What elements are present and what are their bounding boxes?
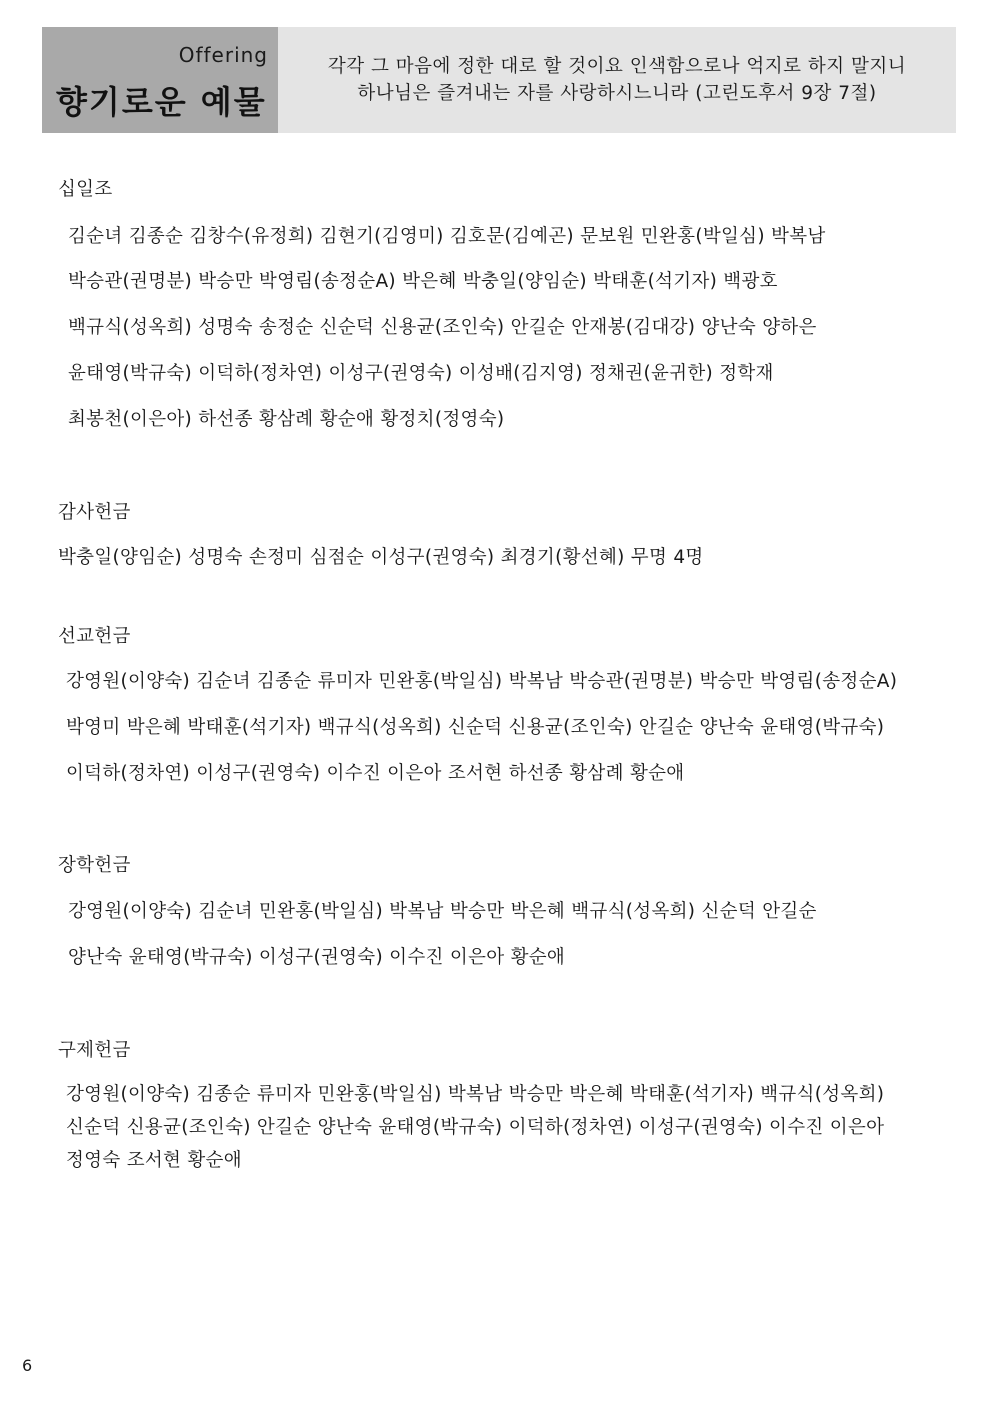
tithe-line: 최봉천(이은아) 하선종 황삼례 황순애 황정치(정영숙) [68,409,505,430]
section-title-relief: 구제헌금 [58,1040,131,1061]
relief-line: 신순덕 신용균(조인숙) 안길순 양난숙 윤태영(박규숙) 이덕하(정차연) 이성구(권영숙) 이수진 이은아 [66,1117,885,1138]
scholarship-line: 강영원(이양숙) 김순녀 민완홍(박일심) 박복남 박승만 박은혜 백규식(성옥희) 신순덕 안길순 [68,901,817,922]
relief-line: 강영원(이양숙) 김종순 류미자 민완홍(박일심) 박복남 박승만 박은혜 박태훈(석기자) 백규식(성옥희) [66,1084,885,1105]
thanksgiving-line: 박충일(양임순) 성명숙 손정미 심점순 이성구(권영숙) 최경기(황선혜) 무명 4명 [58,547,704,568]
mission-line: 이덕하(정차연) 이성구(권영숙) 이수진 이은아 조서현 하선종 황삼례 황순애 [66,763,685,784]
tithe-line: 백규식(성옥희) 성명숙 송정순 신순덕 신용균(조인숙) 안길순 안재봉(김대강) 양난숙 양하은 [68,317,817,338]
relief-line: 정영숙 조서현 황순애 [66,1150,242,1171]
title-english: Offering [178,43,268,67]
bible-verse [278,27,956,133]
tithe-line: 윤태영(박규숙) 이덕하(정차연) 이성구(권영숙) 이성배(김지영) 정채권(윤귀한) 정학재 [68,363,774,384]
scholarship-line: 양난숙 윤태영(박규숙) 이성구(권영숙) 이수진 이은아 황순애 [68,947,566,968]
tithe-line: 김순녀 김종순 김창수(유정희) 김현기(김영미) 김호문(김예곤) 문보원 민완홍(박일심) 박복남 [68,226,826,247]
verse-line-2: 하나님은 즐겨내는 자를 사랑하시느니라 (고린도후서 9장 7절) [357,83,877,104]
title-korean: 향기로운 예물 [56,83,267,121]
header-title-box [42,27,278,133]
mission-line: 강영원(이양숙) 김순녀 김종순 류미자 민완홍(박일심) 박복남 박승관(권명분) 박승만 박영림(송정순A) [66,671,898,692]
tithe-line: 박승관(권명분) 박승만 박영림(송정순A) 박은혜 박충일(양임순) 박태훈(석기자) 백광호 [68,271,778,292]
section-title-tithe: 십일조 [58,179,113,200]
page-header [42,27,956,133]
section-title-thanksgiving: 감사헌금 [58,502,131,523]
mission-line: 박영미 박은혜 박태훈(석기자) 백규식(성옥희) 신순덕 신용균(조인숙) 안길순 양난숙 윤태영(박규숙) [66,717,885,738]
verse-line-1: 각각 그 마음에 정한 대로 할 것이요 인색함으로나 억지로 하지 말지니 [327,56,907,77]
section-title-mission: 선교헌금 [58,626,131,647]
section-title-scholarship: 장학헌금 [58,855,131,876]
page-number: 6 [22,1356,33,1375]
